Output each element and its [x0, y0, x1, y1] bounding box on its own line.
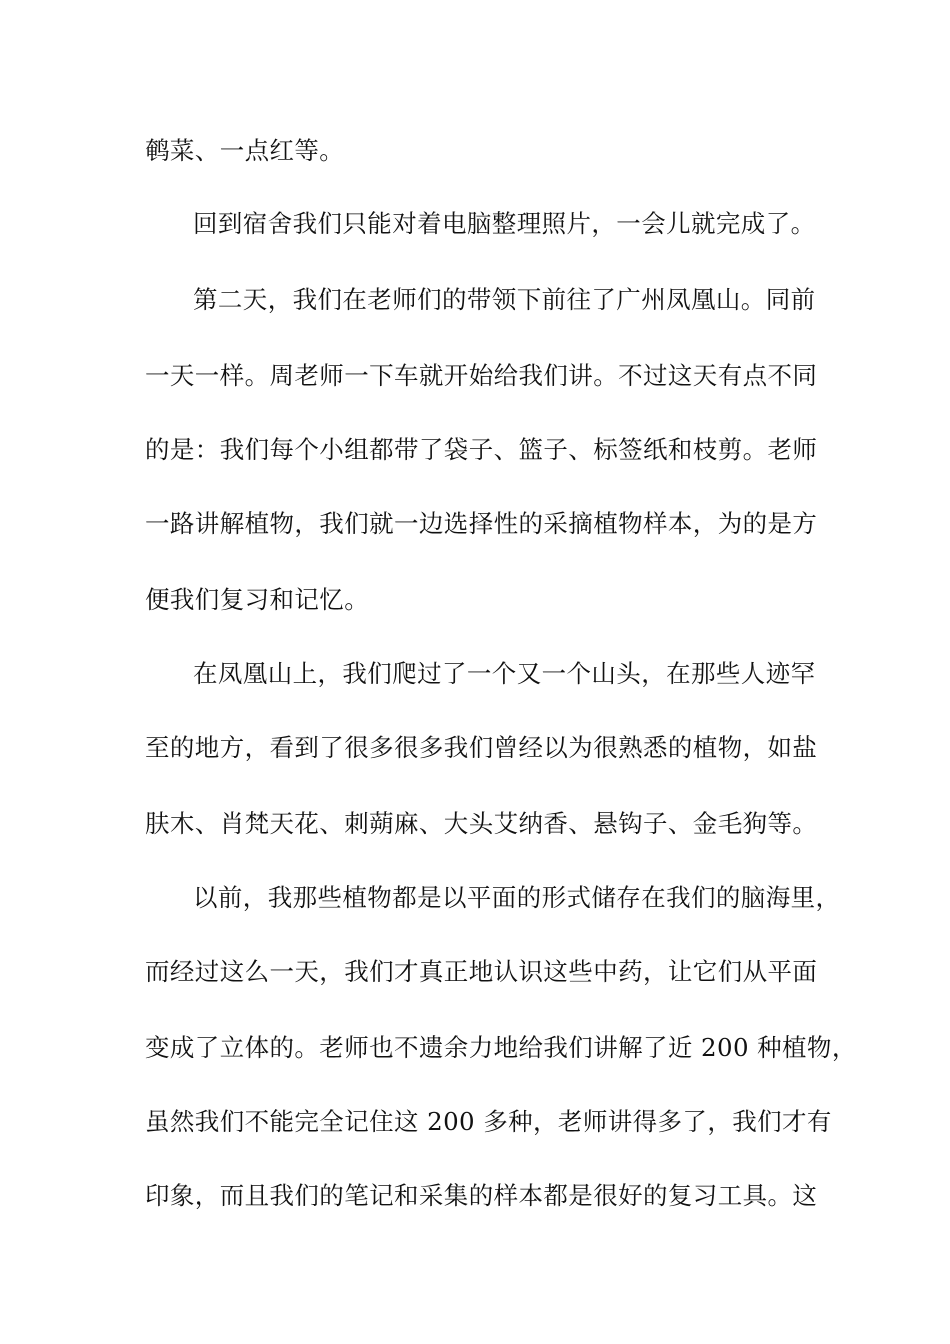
paragraph-start-line: 以前，我那些植物都是以平面的形式储存在我们的脑海里， — [193, 883, 841, 912]
text-line: 的是：我们每个小组都带了袋子、篮子、标签纸和枝剪。老师 — [145, 435, 818, 464]
text-line: 肤木、肖梵天花、刺蒴麻、大头艾纳香、悬钩子、金毛狗等。 — [145, 809, 818, 838]
text-line: 而经过这么一天，我们才真正地认识这些中药，让它们从平面 — [145, 957, 818, 986]
text-line: 虽然我们不能完全记住这 200 多种，老师讲得多了，我们才有 — [145, 1107, 832, 1136]
text-line: 一路讲解植物，我们就一边选择性的采摘植物样本，为的是方 — [145, 509, 818, 538]
paragraph-start-line: 回到宿舍我们只能对着电脑整理照片，一会儿就完成了。 — [193, 209, 816, 238]
paragraph-start-line: 在凤凰山上，我们爬过了一个又一个山头，在那些人迹罕 — [193, 659, 816, 688]
paragraph-start-line: 第二天，我们在老师们的带领下前往了广州凤凰山。同前 — [193, 285, 816, 314]
text-line: 印象，而且我们的笔记和采集的样本都是很好的复习工具。这 — [145, 1181, 818, 1210]
text-line: 变成了立体的。老师也不遗余力地给我们讲解了近 200 种植物， — [145, 1033, 857, 1062]
text-line: 一天一样。周老师一下车就开始给我们讲。不过这天有点不同 — [145, 361, 818, 390]
text-line: 鹌菜、一点红等。 — [145, 136, 345, 165]
text-line: 便我们复习和记忆。 — [145, 585, 370, 614]
text-line: 至的地方，看到了很多很多我们曾经以为很熟悉的植物，如盐 — [145, 733, 818, 762]
